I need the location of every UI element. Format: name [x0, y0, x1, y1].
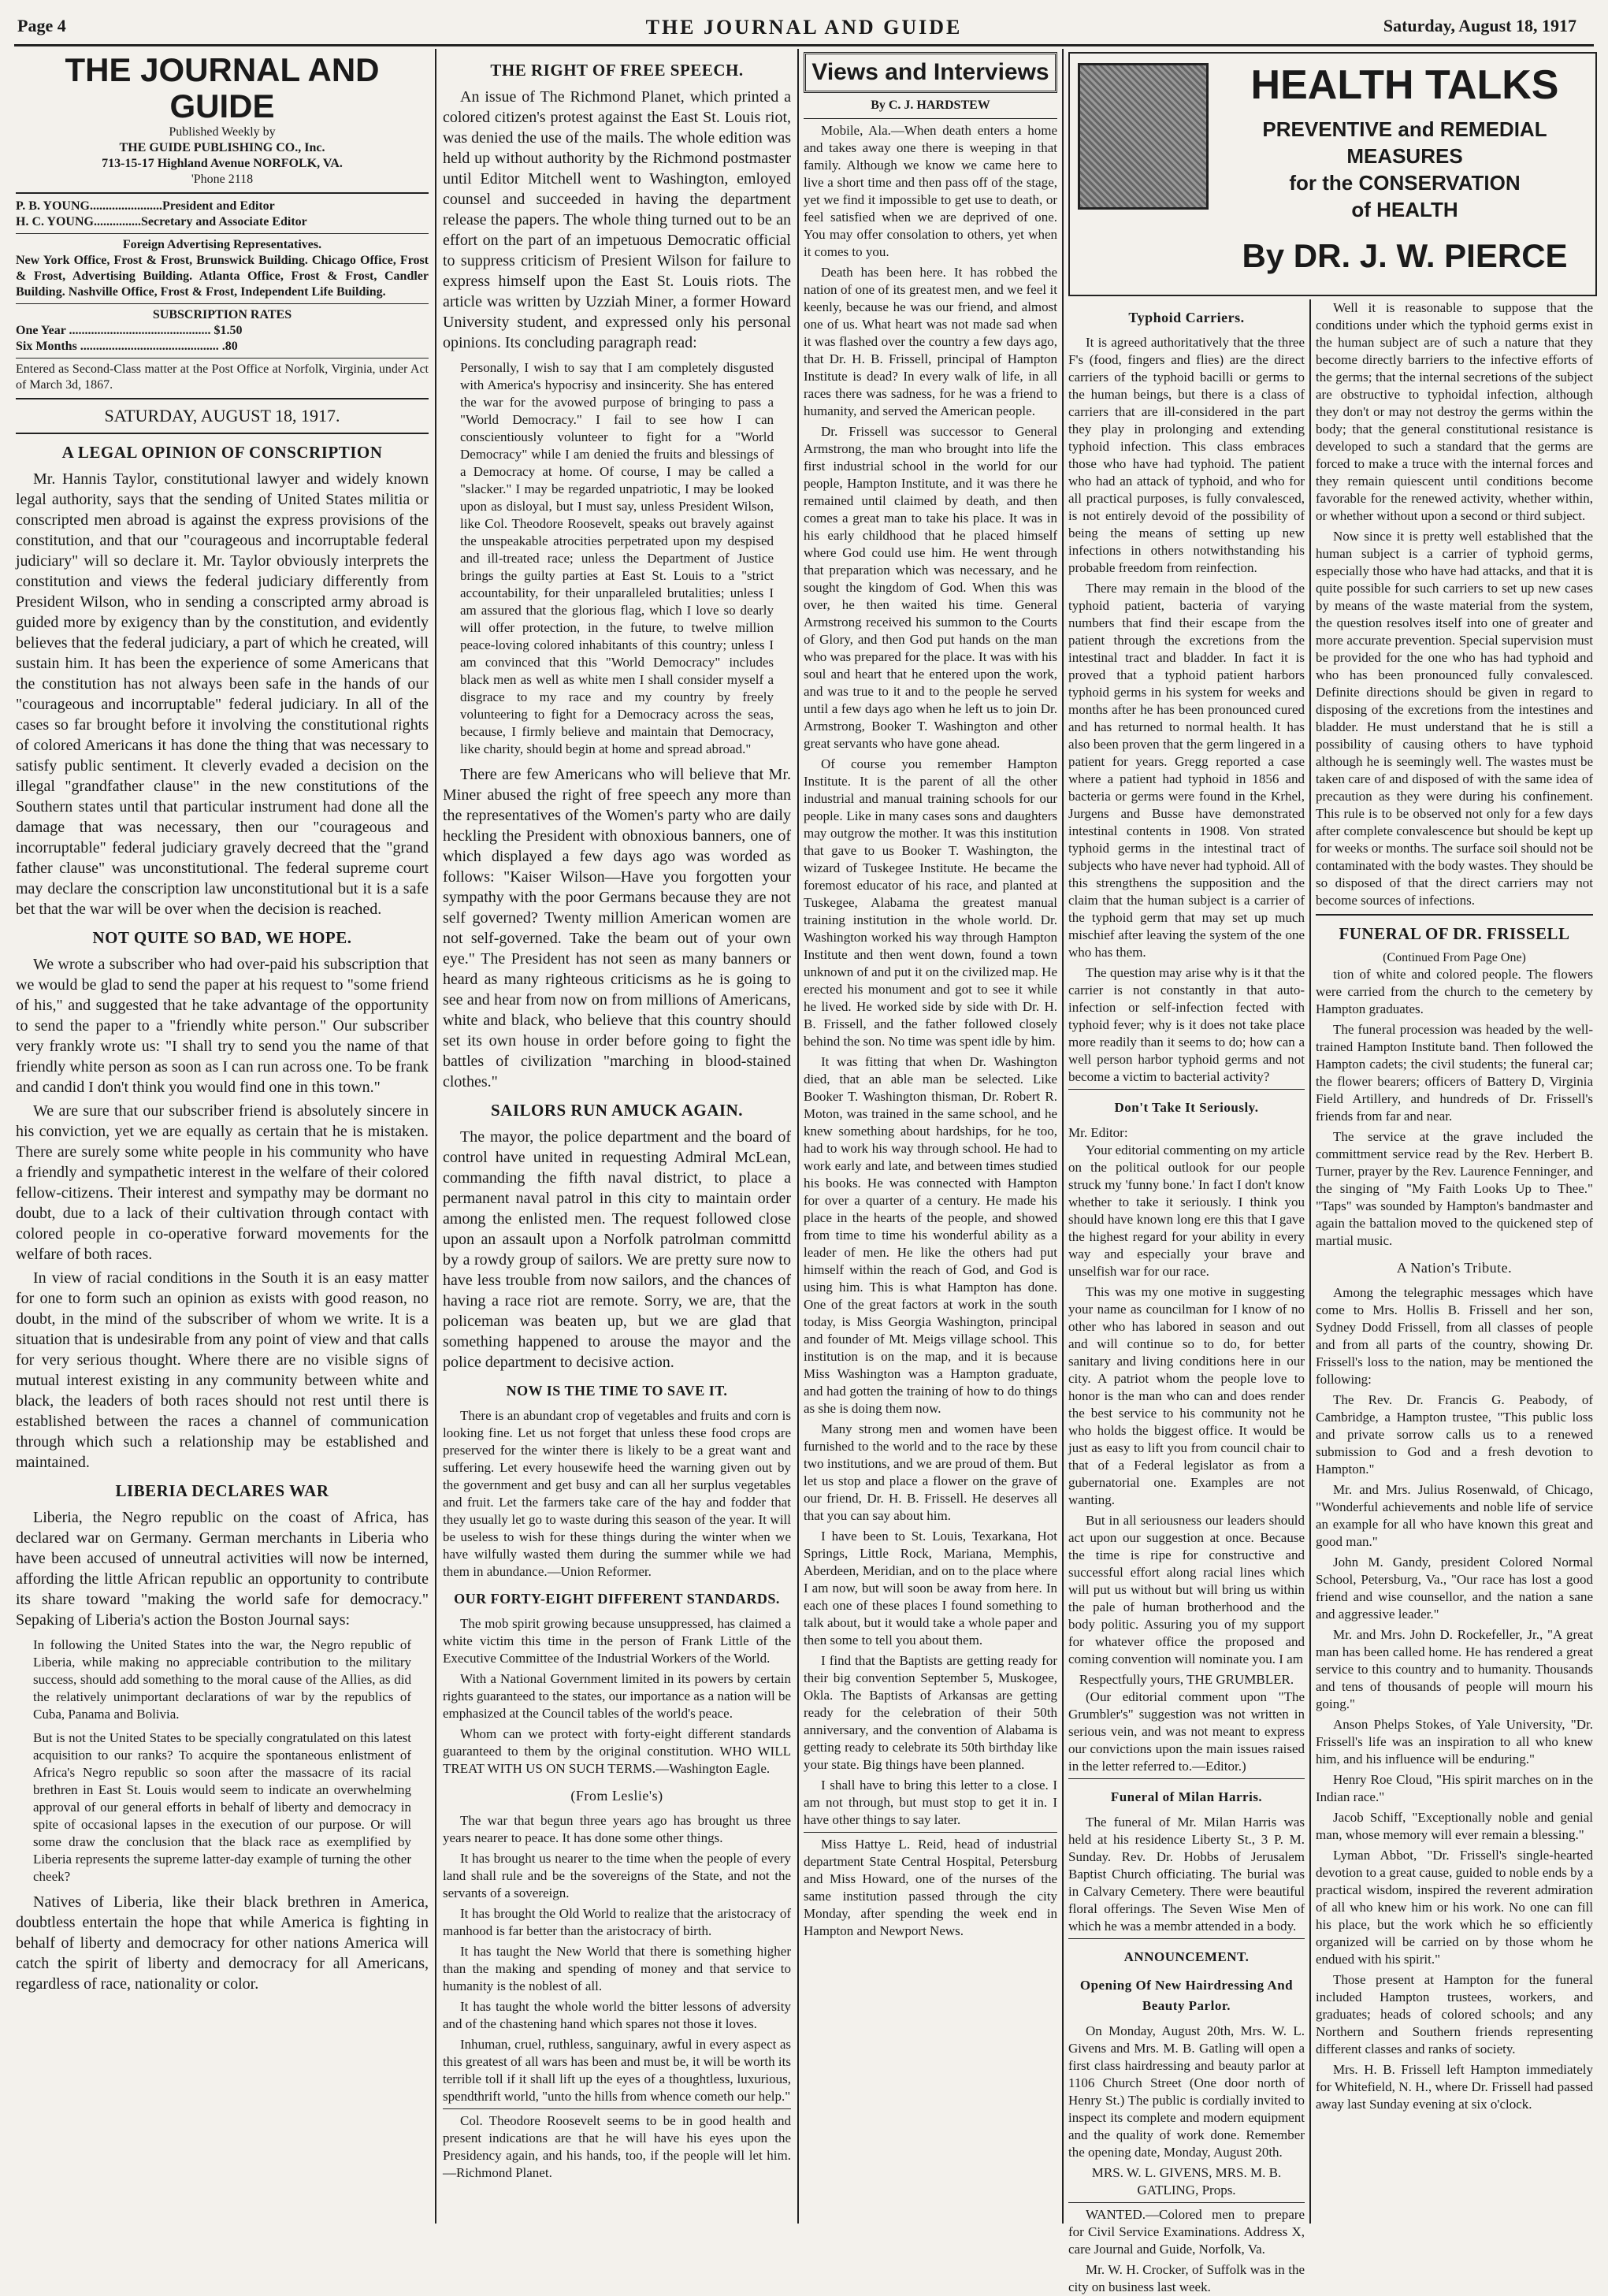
newspaper-name: THE JOURNAL AND GUIDE: [645, 16, 963, 39]
article-paragraph: It is agreed authoritatively that the three F's (food, fingers and flies) are the direct carriers of the typhoid bacilli or germs to the human beings, but there is a class of carriers that are ill-considered in the part they play in prolonging and extending typhoid infection. This class embraces those who have had typhoid. The patient who had an attack of typhoid, and who for all practical purposes, is fully convalesced, is not entirely devoid of the possibility of being the means of setting up new infections in others notwithstanding his probable freedom from reinfection.: [1068, 335, 1305, 575]
headline: Don't Take It Seriously.: [1114, 1100, 1259, 1115]
article-paragraph: Anson Phelps Stokes, of Yale University, "Dr. Frissell's life was an inspiration to all who knew him, and his influence will be enduring.": [1316, 1717, 1593, 1767]
health-talks-subtitle: of HEALTH: [1351, 198, 1458, 221]
subscription-heading: SUBSCRIPTION RATES: [152, 308, 292, 321]
article-paragraph: Death has been here. It has robbed the nation of one of its greatest men, and we feel it keenly, because he was our friend, and almost one of us. What heart was not made sad when it was flashed over the country a few days ago, that Dr. H. B. Frissell, principal of Hampton Institute is dead? In every walk of life, in all races there was sadness, for he was a friend to humanity, and served the American people.: [804, 265, 1057, 418]
article-paragraph: This was my one motive in suggesting your name as councilman for I know of no other who has labored in season and out and will continue so to do, for better sanitary and living conditions here in our city. A patriot whom the people love to honor is the man who can and does render the best service to his community not he who holds the biggest office. It would be just as easy to lift you from council chair to that of a Federal legislator as from a gubernatorial one. Examples are not wanting.: [1068, 1284, 1305, 1507]
article-paragraph: I find that the Baptists are getting ready for their big convention September 5, Muskogee, Okla. The Baptists of Arkansas are getting ready for the celebration of their 50th anniversary, and the convention of Alabama is getting ready to celebrate its 50th birthday like your state. Big things have been planned.: [804, 1653, 1057, 1772]
article-paragraph: There are few Americans who will believe that Mr. Miner abused the right of free speech any more than the representatives of the Women's party who are daily heckling the President with obnoxious banners, one of which displayed a few days ago was worded as follows: "Kaiser Wilson—Have you forgotten your sympathy with the poor Germans because they are not self governed? Twenty million American women are not self-governed. Take the beam out of your own eye." The President has not seen as many banners or heard as many righteous criticisms as he is going to see and hear from now on from millions of Americans, white and black, who believe that this country should set its own house in order before going to fight the battles of civilization "marching in blood-stained clothes.": [443, 766, 791, 1090]
headline: A Nation's Tribute.: [1396, 1260, 1513, 1276]
article-paragraph: The Rev. Dr. Francis G. Peabody, of Cambridge, a Hampton trustee, "This public loss and private sorrow calls us to a renewed submission to God and a fresh devotion to Hampton.": [1316, 1392, 1593, 1477]
article-paragraph: Mr. and Mrs. John D. Rockefeller, Jr., "A great man has been called home. He has rendered a great service to this country and to humanity. Thousands and tens of thousands of people will mourn his going.": [1316, 1627, 1593, 1711]
article-paragraph: It has taught the whole world the bitter lessons of adversity and of the chastening hand which spares not those it loves.: [443, 1999, 791, 2031]
health-talks-subtitle: PREVENTIVE and REMEDIAL: [1262, 117, 1547, 141]
article-paragraph: Miss Hattye L. Reid, head of industrial department State Central Hospital, Petersburg and Miss Howard, one of the nurses of the same institution passed through the city Monday, after spending the week end in Hampton and Newport News.: [804, 1837, 1057, 1938]
column-byline: By C. J. HARDSTEW: [871, 98, 990, 112]
article-paragraph: Col. Theodore Roosevelt seems to be in good health and present indications are that he will have his eyes upon the Presidency again, and his hands, too, if the people will let him.—Richmond Planet.: [443, 2113, 791, 2180]
headline: Funeral of Milan Harris.: [1110, 1789, 1263, 1804]
masthead-editor: H. C. YOUNG...............Secretary and Associate Editor: [16, 215, 307, 228]
letter-signature: Respectfully yours, THE GRUMBLER.: [1079, 1672, 1294, 1687]
masthead-editor: P. B. YOUNG.......................President and Editor: [16, 199, 275, 213]
column-2: [443, 52, 791, 2224]
column-4: [1068, 299, 1305, 2294]
article-paragraph: Liberia, the Negro republic on the coast of Africa, has declared war on Germany. German merchants in Liberia who have been accused of unneutral activities will now be interned, affording the little African republic an opportunity to contribute its share toward "making the world safe for democracy." Sepaking of Liberia's action the Boston Journal says:: [16, 1509, 429, 1629]
headline: A LEGAL OPINION OF CONSCRIPTION: [61, 443, 383, 462]
article-paragraph: We are sure that our subscriber friend is absolutely sincere in his conviction, yet we are equally as certain that he is mistaken. There are surely some white people in his community who have a friendly and sympathetic interest in the welfare of their colored fellow-citizens. Their interest and sympathy may be dormant no doubt, due to a lack of their cultivation through contact with colored people in co-operative forward movements for the welfare of both races.: [16, 1102, 429, 1263]
masthead-phone: 'Phone 2118: [191, 173, 254, 186]
health-talks-subtitle: MEASURES: [1346, 144, 1463, 168]
top-rule: [14, 44, 1594, 46]
article-paragraph: An issue of The Richmond Planet, which printed a colored citizen's protest against the East St. Louis riot, was denied the use of the mails. The whole edition was held up without authority by the Richmond postmaster until Editor Mitchell went to Washington, emloyed counsel and succeeded in having the department release the papers. The whole thing turned out to be an effort on the part of an impetuous Democratic official to suppress criticism of Presient Wilson for failure to express himself upon the East St. Louis riots. The article was written by Uzziah Miner, a former Howard University student, and expressed only his personal opinions. Its concluding paragraph read:: [443, 88, 791, 351]
article-paragraph: (Our editorial comment upon "The Grumbler's" suggestion was not written in serious vein, and was not meant to express our convictions upon the main issues raised in the letter referred to.—Editor.): [1068, 1689, 1305, 1774]
article-paragraph: Mr. W. H. Crocker, of Suffolk was in the city on business last week.: [1068, 2262, 1305, 2294]
article-paragraph: tion of white and colored people. The flowers were carried from the church to the cemetery by Hampton graduates.: [1316, 967, 1593, 1016]
column-divider: [1062, 49, 1064, 2224]
article-paragraph: The question may arise why is it that the carrier is not constantly in that auto-infection or self-infection fected with typhoid fever; why is it does not take place more readily than it seems to do; how can a well person harbor typhoid germs and not become a victim to bacterial activity?: [1068, 965, 1305, 1084]
article-paragraph: Dr. Frissell was successor to General Armstrong, the man who brought into life the first industrial school in the world for our people, Hampton Institute, and it was there he remained until claimed by death, and then comes a great man to take his place. It was in his early childhood that he placed himself where God could use him. He went through that preparation which was necessary, and he sought the kingdom of God. When this was over, he then waited his time. General Armstrong received his summon to the Courts of Glory, and then God put hands on the man who was prepared for the place. It was with his soul and heart that he entered upon the work, and was true to it and to the people he served until a few days ago when he left us to join Dr. Armstrong, Booker T. Washington and other great servants who have gone ahead.: [804, 424, 1057, 751]
article-paragraph: Jacob Schiff, "Exceptionally noble and genial man, whose memory will ever remain a blessing.": [1316, 1810, 1593, 1842]
postal-entry-notice: Entered as Second-Class matter at the Post Office at Norfolk, Virginia, under Act of March 3d, 1867.: [16, 362, 429, 392]
subscription-rate: One Year ............................................. $1.50: [16, 324, 243, 337]
health-talks-byline: By DR. J. W. PIERCE: [1242, 237, 1568, 274]
article-paragraph: There may remain in the blood of the typhoid patient, bacteria of varying numbers that find their escape from the patient through the excretions from the intestinal tract and bladder. In fact it is proved that a typhoid patient harbors typhoid germs in his system for weeks and months after he has been pronounced cured and has returned to normal health. It has also been proven that the germ lingered in a patient for years. Gregg reported a case where a patient had typhoid in 1856 and bacteria or germs were found in the Krhel, Jurgens and Busse have demonstrated intestinal contents in 1908. Von strated typhoid germs in the intestinal tract of subjects who have never had typhoid. All of this strengthens the supposition and the claim that the human subject is a carrier of the typhoid germ that may set up much mischief after leaving the system of the one who has them.: [1068, 581, 1305, 960]
article-paragraph: In view of racial conditions in the South it is an easy matter for one to form such an opinion as exists with good reason, no doubt, in the mind of the subscriber of whom we write. It is a situation that is undesirable from any point of view and that calls for very serious thought. Where there are no visible signs of mutual interest existing in any community between white and black, the leaders of both races should not rest until there is established between the races a channel of communication through which such a relationship may be established and maintained.: [16, 1269, 429, 1471]
column-divider: [1309, 299, 1311, 2224]
article-paragraph: Natives of Liberia, like their black brethren in America, doubtless entertain the hope that while America is fighting in behalf of liberty and democracy for other nations America will catch the spirit of liberty and democracy for all Americans, regardless of race, nationality or color.: [16, 1893, 429, 1993]
health-talks-title: HEALTH TALKS: [1250, 62, 1559, 108]
article-paragraph: Those present at Hampton for the funeral included Hampton trustees, workers, and graduates; heads of colored schools; and any Northern and Southern friends representing different classes and ranks of society.: [1316, 1972, 1593, 2056]
article-paragraph: Many strong men and women have been furnished to the world and to the race by these two institutions, and we are proud of them. But let us stop and place a flower on the grave of our friend, Dr. H. B. Frissell. He deserves all that you can say about him.: [804, 1421, 1057, 1523]
masthead-title: THE JOURNAL AND GUIDE: [65, 51, 380, 124]
article-paragraph: We wrote a subscriber who had over-paid his subscription that we would be glad to send the paper at his request to "some friend of his," and suggested that he take advantage of the opportunity to send the paper to a "friendly white person." Our subscriber very frankly wrote us: "I shall try to send you the name of that friendly white person as soon as I can run across one. To be frank and candid I don't think you would find one in this town.": [16, 956, 429, 1096]
article-paragraph: The funeral of Mr. Milan Harris was held at his residence Liberty St., 3 P. M. Sunday. Rev. Dr. Hobbs of Jerusalem Baptist Church officiating. The burial was in Calvary Cemetery. There were beautiful floral offerings. The Seven Wise Men of which he was a membr attended in a body.: [1068, 1815, 1305, 1934]
article-paragraph: Mr. and Mrs. Julius Rosenwald, of Chicago, "Wonderful achievements and noble life of service an example for all who have known this great and good man.": [1316, 1482, 1593, 1549]
article-paragraph: I shall have to bring this letter to a close. I am not through, but must stop to get it in. I have other things to say later.: [804, 1778, 1057, 1827]
article-paragraph: Inhuman, cruel, ruthless, sanguinary, awful in every aspect as this greatest of all wars has been and must be, it will be worth its terrible toll if it shall lift up the eyes of a thoughtless, luxurious, spendthrift world, "unto the hills from whence cometh our help.": [443, 2037, 791, 2104]
column-divider: [435, 49, 436, 2224]
subscription-rate: Six Months ............................................ .80: [16, 340, 238, 353]
article-paragraph: It was fitting that when Dr. Washington died, that an able man be selected. Like Booker T. Washington thisman, Dr. Robert R. Moton, was trained in the same school, and he knew something about hardships, for he too, had to work his way through school. He had to work early and late, and between times studied his books. He was connected with Hampton for over a quarter of a century. He made his place in the hearts of the people, and showed from time to time his wonderful ability as a leader of men. He like the others had put himself within the reach of God, and God is using him. This is what Hampton has done. One of the great factors at work in the south today, is Miss Georgia Washington, principal and founder of Mt. Meigs village school. This institution is on the map, and it is because Miss Washington was a Hampton graduate, and had gotten the training of how to do things as she is doing them now.: [804, 1054, 1057, 1416]
article-paragraph: WANTED.—Colored men to prepare for Civil Service Examinations. Address X, care Journal and Guide, Norfolk, Va.: [1068, 2207, 1305, 2257]
article-paragraph: The funeral procession was headed by the well-trained Hampton Institute band. Then followed the Hampton cadets; the civil students; the funeral car; the flower bearers; officers of Battery D, Virginia Field Artillery, and hundreds of Dr. Frissell's friends from far and near.: [1316, 1022, 1593, 1124]
masthead-published: Published Weekly by: [169, 125, 276, 139]
headline: Opening Of New Hairdressing And Beauty Parlor.: [1079, 1978, 1294, 2013]
article-paragraph: On Monday, August 20th, Mrs. W. L. Givens and Mrs. M. B. Gatling will open a first class hairdressing and beauty parlor at 1106 Church Street (One door north of Henry St.) The public is cordially invited to inspect its complete and modern equipment and the quality of work done. Remember the opening date, Monday, August 20th.: [1068, 2023, 1305, 2160]
article-paragraph: The war that begun three years ago has brought us three years nearer to peace. It has done some other things.: [443, 1813, 791, 1845]
health-talks-subtitle: for the CONSERVATION: [1289, 171, 1521, 195]
article-paragraph: Mr. Hannis Taylor, constitutional lawyer and widely known legal authority, says that the sending of United States militia or conscripted men abroad is against the express provisions of the constitution, and that our "courageous and incorruptable federal judiciary" will so declare it. Mr. Taylor obviously interprets the constitution and views the federal judiciary differently from President Wilson, who in sending a conscripted army abroad is guided more by exigency than by the constitution, and evidently believes that the federal judiciary, a part of which he created, will sustain him. It has been the experience of some Americans that the constitution has not always been safe in the hands of our "courageous and incorruptable" federal judiciary. In all of the cases so far brought before it involving the constitutional rights of colored Americans it has done the thing that was necessary to satisfy public sentiment. It cleverly evaded a decision on the illegal "grandfather clause" in the new constitutions of the Southern states until that particular instrument had done all the damage that was necessary, then our "courageous and incorruptable" federal judiciary gravely decreed that the "grand father clause" was unconstitutional. The federal supreme court may declare the conscription law unconstitutional but it is a safe bet that the war will be over when the decision is reached.: [16, 470, 429, 918]
article-paragraph: It has brought us nearer to the time when the people of every land shall rule and be the sovereigns of the State, and not the servants of a sovereign.: [443, 1851, 791, 1900]
article-paragraph: John M. Gandy, president Colored Normal School, Petersburg, Va., "Our race has lost a good friend and wise counsellor, and the nation a sane and aggressive leader.": [1316, 1555, 1593, 1622]
article-paragraph: Your editorial commenting on my article on the political outlook for our people struck my 'funny bone.' In fact I don't know whether to take it seriously. I think you should have known long ere this that I gave the highest regard for your ability in every way and especially your brave and unselfish war for our race.: [1068, 1142, 1305, 1279]
article-paragraph: I have been to St. Louis, Texarkana, Hot Springs, Little Rock, Mariana, Memphis, Aberdeen, Meridian, and on to the place where I am now, but will soon be away from here. In each one of these places I found something to talk about, but it would take a whole paper and then some to tell you about them.: [804, 1529, 1057, 1648]
letter-salutation: Mr. Editor:: [1068, 1125, 1128, 1140]
continued-note: (Continued From Page One): [1383, 951, 1526, 964]
article-paragraph: The mob spirit growing because unsuppressed, has claimed a white victim this time in the person of Frank Little of the Executive Committee of the Industrial Workers of the World.: [443, 1616, 791, 1666]
article-paragraph: Now since it is pretty well established that the human subject is a carrier of typhoid germs, especially those who have had attacks, and that it is quite possible for such carriers to set up new cases by means of the waste material from the system, the question resolves itself into one of greater and more accurate prevention. Special supervision must be provided for the one who has had typhoid and who has been pronounced fully convalesced. Definite directions should be given in regard to disposing of the excretions from the intestines and bladder. He must understand that he is still a possibility of causing others to have typhoid although he is seemingly well. The wastes must be taken care of and disposed of with the same idea of precaution as they were during his confinement. This rule is to be observed not only for a few days after complete convalescence but should be kept up for weeks or months. The surface soil should not be contaminated with the body wastes. They should be so disposed of that the direct carriers may not become sources of infections.: [1316, 529, 1593, 908]
masthead-address: 713-15-17 Highland Avenue NORFOLK, VA.: [102, 157, 343, 170]
column-5: [1316, 299, 1593, 2224]
article-paragraph: It has brought the Old World to realize that the aristocracy of manhood is far better than the aristocracy of birth.: [443, 1906, 791, 1938]
health-talks-banner: [1068, 52, 1597, 296]
foreign-advertising-offices: New York Office, Frost & Frost, Brunswick Building. Chicago Office, Frost & Frost, Advertising Building. Atlanta Office, Frost & Frost, Candler Building. Nashville Office, Frost & Frost, Independent Life Building.: [16, 254, 429, 299]
headline: LIBERIA DECLARES WAR: [115, 1481, 329, 1500]
headline: Typhoid Carriers.: [1128, 310, 1245, 325]
issue-date: Saturday, August 18, 1917: [1383, 16, 1576, 35]
page-number: Page 4: [17, 16, 66, 35]
article-paragraph: There is an abundant crop of vegetables and fruits and corn is looking fine. Let us not forget that unless these food crops are preserved for the winter there is likely to be a great want and suffering. Let every housewife heed the warning given out by the government and get busy and can all her surplus vegetables and fruit. Let the farmers take care of the hay and fodder that they usually let go to waste during this season of the year. It will be useless to wish for these things during the winter when we have wilfully wasted them during the summer while we had them in abundance.—Union Reformer.: [443, 1408, 791, 1579]
quoted-paragraph: But is not the United States to be specially congratulated on this latest acquisition to our ranks? To acquire the spontaneous enlistment of Africa's Negro republic so soon after the massacre of its racial brethren in East St. Louis would seem to indicate an overwhelming approval of our general efforts in behalf of liberty and democracy in spite of occasional lapses in the execution of our purpose. Or will some draw the conclusion that the black race as exemplified by Liberia represents the supreme latter-day example of turning the other cheek?: [33, 1730, 411, 1884]
article-paragraph: Of course you remember Hampton Institute. It is the parent of all the other industrial and manual training schools for our people. Like in many cases sons and daughters may outgrow the mother. It was this institution that gave to us Booker T. Washington, the wizard of Tuskegee Institute. He became the foremost educator of his race, and planted at Tuskegee, Alabama the greatest manual training institution in the whole world. Dr. Washington worked his way through Hampton Institute and then went down, found a town unknown of and put it on the civilized map. He erected his monument and got to see it while he lived. He worked side by side with Dr. H. B. Frissell, and the father followed closely behind the son. No time was spent idle by him.: [804, 756, 1057, 1049]
article-paragraph: Among the telegraphic messages which have come to Mrs. Hollis B. Frissell and her son, Sydney Dodd Frissell, from all classes of people and from all parts of the country, showing Dr. Frissell's loss to the nation, may be mentioned the following:: [1316, 1285, 1593, 1387]
edition-dateline: SATURDAY, AUGUST 18, 1917.: [104, 406, 340, 425]
article-paragraph: But in all seriousness our leaders should act upon our suggestion at once. Because the time is ripe for constructive and successful effort along racial lines which will put us without but will bring us within the pale of human brotherhood and the body politic. Assuring you of my support for whatever office the proposed and coming convention will nominate you. I am: [1068, 1513, 1305, 1666]
article-paragraph: The service at the grave included the committment service read by the Rev. Herbert B. Turner, prayer by the Rev. Laurence Fenninger, and the singing of "My Faith Looks Up to Thee." "Taps" was sounded by Hampton's bandmaster and again the battalion moved to the quickened step of martial music.: [1316, 1129, 1593, 1248]
column-3: [804, 52, 1057, 2224]
headline: (From Leslie's): [570, 1788, 663, 1804]
article-paragraph: With a National Government limited in its powers by certain rights guaranteed to the states, our importance as a nation will be emphasized at the Council tables of the world's peace.: [443, 1671, 791, 1721]
article-paragraph: Henry Roe Cloud, "His spirit marches on in the Indian race.": [1316, 1772, 1593, 1804]
article-paragraph: Whom can we protect with forty-eight different standards guaranteed to them by the original constitution. WHO WILL TREAT WITH US ON SUCH TERMS.—Washington Eagle.: [443, 1726, 791, 1776]
column-banner: Views and Interviews: [804, 52, 1057, 93]
article-paragraph: Well it is reasonable to suppose that the conditions under which the typhoid germs exist in the human subject are of such a nature that they become directly barriers to the infective efforts of the germs; that the internal secretions of the subject are obstructive to typhoidal infection, although they don't or may not destroy the germs within the body; that the general constitutional resistance is developed to such a standard that the germs are forced to make a truce with the internal forces and they remain quiescent until conditions become favorable for the renewed activity, whether within, or whether without upon a second or third subject.: [1316, 300, 1593, 523]
article-paragraph: It has taught the New World that there is something higher than the making and spending of money and that service to humanity is the noblest of all.: [443, 1944, 791, 1993]
quoted-paragraph: Personally, I wish to say that I am completely disgusted with America's hypocrisy and insincerity. She has entered the war for the avowed purpose of bringing to pass a "World Democracy." I fail to see how I can conscientiously volunteer to fight for a "World Democracy" while I am denied the fruits and blessings of a Democracy at home. Of course, I may be called a "slacker." I may be regarded unpatriotic, I may be looked upon as disloyal, but I must say, unless President Wilson, like Col. Theodore Roosevelt, speaks out bravely against the unspeakable atrocities perpetrated upon my despised and ill-treated race; unless the Department of Justice brings the guilty parties at East St. Louis to a "strict accountability, for their unparalleled brutalities; unless I am assured that the glorious flag, which I love so dearly will offer protection, in the future, to twelve million peace-loving colored inhabitants of this country; unless I am convinced that this "World Democracy" includes black men as well as white men I shall consider myself a disgrace to my race and my country by freely volunteering to fight for a Democracy across the seas, because, I firmly believe and maintain that Democracy, like charity, should begin at home and spread abroad.": [460, 360, 774, 756]
headline: ANNOUNCEMENT.: [1123, 1949, 1250, 1964]
author-portrait: [1078, 63, 1209, 210]
column-1: [16, 52, 429, 2224]
headline: OUR FORTY-EIGHT DIFFERENT STANDARDS.: [454, 1591, 780, 1607]
article-paragraph: Mrs. H. B. Frissell left Hampton immediately for Whitefield, N. H., where Dr. Frissell had passed away last Sunday evening at six o'clock.: [1316, 2062, 1593, 2112]
headline: NOT QUITE SO BAD, WE HOPE.: [92, 928, 352, 947]
masthead-company: THE GUIDE PUBLISHING CO., Inc.: [119, 141, 325, 154]
headline: THE RIGHT OF FREE SPEECH.: [490, 61, 744, 80]
article-paragraph: The mayor, the police department and the board of control have united in requesting Admiral McLean, commanding the fifth naval district, to place a permanent naval patrol in this city to maintain order among the enlisted men. The request followed close upon an assault upon a Norfolk patrolman committd by a rowdy group of sailors. We are pretty sure now to have less trouble from now sailors, and the chances of having a race riot are remote. Sorry, we are, that the policeman was beaten up, but we are glad that something happened to arouse the mayor and the police department to decisive action.: [443, 1128, 791, 1371]
quoted-paragraph: In following the United States into the war, the Negro republic of Liberia, while making no appreciable contribution to the military success, should add something to the moral cause of the Allies, as did the relatively unimportant declarations of war by the republics of Cuba, Panama and Bolivia.: [33, 1637, 411, 1722]
headline: FUNERAL OF DR. FRISSELL: [1339, 924, 1570, 943]
foreign-advertising-heading: Foreign Advertising Representatives.: [122, 238, 322, 251]
article-paragraph: Mobile, Ala.—When death enters a home and takes away one there is weeping in that family. Although we know we came here to live a short time and then pass off of the stage, yet we find it impossible to get use to death, or feel satisfied when we are deprived of one. You may offer consolation to others, yet when it comes to you.: [804, 123, 1057, 259]
headline: NOW IS THE TIME TO SAVE IT.: [506, 1383, 728, 1399]
column-divider: [797, 49, 799, 2224]
article-paragraph: Lyman Abbot, "Dr. Frissell's single-hearted devotion to a great cause, guided to noble ends by a practical wisdom, inspired the reverent admiration of all who knew him or his work. No one can fill his place, but the work which he so efficiently organized will be carried on by those whom he endued with his spirit.": [1316, 1848, 1593, 1967]
headline: SAILORS RUN AMUCK AGAIN.: [490, 1101, 744, 1120]
announcement-signature: MRS. W. L. GIVENS, MRS. M. B. GATLING, Props.: [1091, 2165, 1282, 2198]
